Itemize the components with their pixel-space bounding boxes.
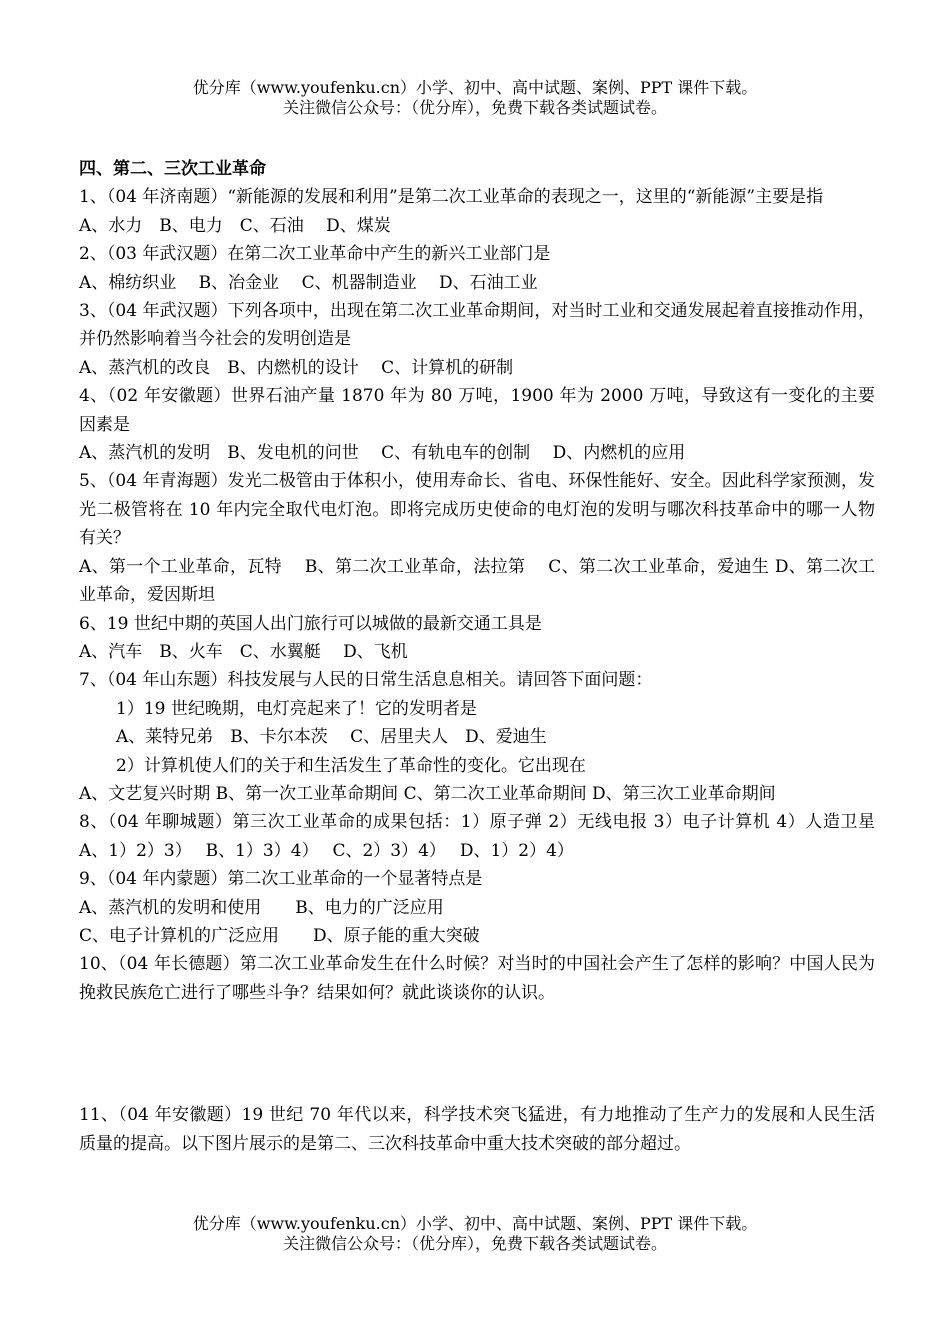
- question-5: 5、（04 年青海题）发光二极管由于体积小，使用寿命长、省电、环保性能好、安全。因此科学家预测，发光二极管将在 10 年内完全取代电灯泡。即将完成历史使命的电灯泡的发明与哪次科技革命中的哪一人物有关？: [79, 471, 875, 549]
- question-3-options: A、蒸汽机的改良 B、内燃机的设计 C、计算机的研制: [79, 357, 514, 378]
- question-5-options: A、第一个工业革命，瓦特 B、第二次工业革命，法拉第 C、第二次工业革命，爱迪生 D、第二次工业革命，爱因斯坦: [79, 556, 875, 606]
- question-2: 2、（03 年武汉题）在第二次工业革命中产生的新兴工业部门是: [79, 244, 551, 265]
- answer-space: [79, 1007, 875, 1101]
- question-8: 8、（04 年聊城题）第三次工业革命的成果包括：1）原子弹 2）无线电报 3）电子计算机 4）人造卫星 A、1）2）3） B、1）3）4） C、2）3）4） D、1）2）4）: [79, 812, 909, 861]
- question-3: 3、（04 年武汉题）下列各项中，出现在第二次工业革命期间，对当时工业和交通发展起着直接推动作用，并仍然影响着当今社会的发明创造是: [79, 301, 875, 350]
- question-9-options-b: C、电子计算机的广泛应用 D、原子能的重大突破: [79, 925, 480, 946]
- document-body: [79, 155, 909, 1158]
- question-1-options: A、水力 B、电力 C、石油 D、煤炭: [79, 215, 391, 236]
- page-footer: [0, 1214, 950, 1254]
- question-7-part-1: 1）19 世纪晚期，电灯亮起来了！它的发明者是: [116, 698, 477, 719]
- header-line-1: 优分库（www.youfenku.cn）小学、初中、高中试题、案例、PPT 课件下载。: [192, 78, 758, 97]
- question-9: 9、（04 年内蒙题）第二次工业革命的一个显著特点是: [79, 869, 483, 890]
- footer-line-1: 优分库（www.youfenku.cn）小学、初中、高中试题、案例、PPT 课件下载。: [192, 1214, 758, 1233]
- question-6: 6、19 世纪中期的英国人出门旅行可以城做的最新交通工具是: [79, 613, 542, 634]
- question-1: 1、（04 年济南题）“新能源的发展和利用”是第二次工业革命的表现之一，这里的“新能源”主要是指: [79, 187, 824, 208]
- question-7-part-2-options: A、文艺复兴时期 B、第一次工业革命期间 C、第二次工业革命期间 D、第三次工业革命期间: [79, 783, 776, 804]
- question-7-part-1-options: A、莱特兄弟 B、卡尔本茨 C、居里夫人 D、爱迪生: [116, 727, 547, 748]
- question-6-options: A、汽车 B、火车 C、水翼艇 D、飞机: [79, 641, 408, 662]
- footer-line-2: 关注微信公众号：（优分库），免费下载各类试题试卷。: [282, 1234, 667, 1253]
- page-header: [0, 78, 950, 118]
- question-7: 7、（04 年山东题）科技发展与人民的日常生活息息相关。请回答下面问题：: [79, 670, 653, 691]
- question-7-part-2: 2）计算机使人们的关于和生活发生了革命性的变化。它出现在: [116, 755, 586, 776]
- question-9-options-a: A、蒸汽机的发明和使用 B、电力的广泛应用: [79, 897, 444, 918]
- question-4: 4、（02 年安徽题）世界石油产量 1870 年为 80 万吨，1900 年为 2000 万吨，导致这有一变化的主要因素是: [79, 386, 875, 435]
- question-11: 11、（04 年安徽题）19 世纪 70 年代以来，科学技术突飞猛进，有力地推动了生产力的发展和人民生活质量的提高。以下图片展示的是第二、三次科技革命中重大技术突破的部分超过。: [79, 1105, 875, 1154]
- header-line-2: 关注微信公众号：（优分库），免费下载各类试题试卷。: [282, 98, 667, 117]
- question-4-options: A、蒸汽机的发明 B、发电机的问世 C、有轨电车的创制 D、内燃机的应用: [79, 443, 686, 464]
- question-10: 10、（04 年长德题）第二次工业革命发生在什么时候？对当时的中国社会产生了怎样的影响？中国人民为挽救民族危亡进行了哪些斗争？结果如何？就此谈谈你的认识。: [79, 954, 875, 1003]
- question-2-options: A、棉纺织业 B、冶金业 C、机器制造业 D、石油工业: [79, 272, 538, 293]
- section-title: 四、第二、三次工业革命: [79, 159, 266, 179]
